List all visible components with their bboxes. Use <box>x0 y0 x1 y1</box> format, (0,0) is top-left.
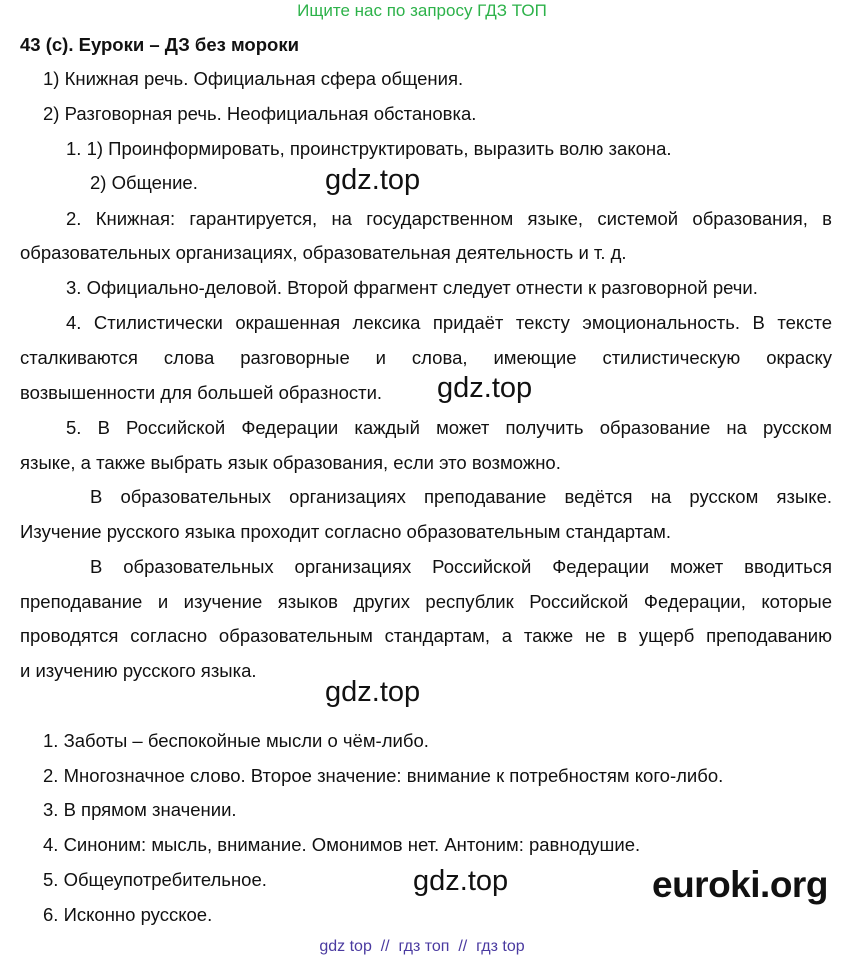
answer-line: возвышенности для большей образности. <box>20 382 383 403</box>
answer-line: проводятся согласно образовательным стандартам, а также не в ущерб преподаванию <box>20 625 832 646</box>
top-banner: Ищите нас по запросу ГДЗ ТОП <box>297 1 547 20</box>
answer-line: В образовательных организациях преподавание ведётся на русском языке. <box>90 486 832 507</box>
answer-line: 2. Книжная: гарантируется, на государственном языке, системой образования, в <box>66 208 832 229</box>
answer-line: и изучению русского языка. <box>20 660 257 681</box>
footer-link-gdz-top-ru[interactable]: гдз топ <box>398 938 450 955</box>
answer-line: 6. Исконно русское. <box>43 904 213 925</box>
logo-part-domain: org <box>769 864 828 905</box>
answer-line: образовательных организациях, образовательная деятельность и т. д. <box>20 242 627 263</box>
footer-link-gdz-top-mixed[interactable]: гдз top <box>476 938 525 955</box>
answer-line: Изучение русского языка проходит согласно образовательным стандартам. <box>20 521 672 542</box>
answer-line: 2. Многозначное слово. Второе значение: внимание к потребностям кого-либо. <box>43 765 724 786</box>
answer-line: 5. Общеупотребительное. <box>43 869 267 890</box>
watermark-text: gdz.top <box>437 372 533 404</box>
euroki-logo <box>652 864 828 906</box>
logo-dot: . <box>760 864 770 905</box>
watermark-text: gdz.top <box>325 676 421 708</box>
answer-line: 4. Синоним: мысль, внимание. Омонимов нет. Антоним: равнодушие. <box>43 834 641 855</box>
footer-links <box>0 938 844 956</box>
answer-line: 4. Стилистически окрашенная лексика придаёт тексту эмоциональность. В тексте <box>66 312 832 333</box>
answer-line: В образовательных организациях Российской Федерации может вводиться <box>90 556 832 577</box>
answer-line: 5. В Российской Федерации каждый может получить образование на русском <box>66 417 832 438</box>
answer-line: 2) Разговорная речь. Неофициальная обстановка. <box>43 103 477 124</box>
answer-line: 1. 1) Проинформировать, проинструктировать, выразить волю закона. <box>66 138 672 159</box>
answer-line: 1. Заботы – беспокойные мысли о чём-либо. <box>43 730 429 751</box>
answer-line: сталкиваются слова разговорные и слова, имеющие стилистическую окраску <box>20 347 832 368</box>
footer-link-gdz-top[interactable]: gdz top <box>319 938 372 955</box>
answer-line: 2) Общение. <box>90 172 198 193</box>
watermark-text: gdz.top <box>325 164 421 196</box>
watermark-text: gdz.top <box>413 865 509 897</box>
answer-line: 1) Книжная речь. Официальная сфера общения. <box>43 68 464 89</box>
answer-line: 3. В прямом значении. <box>43 799 237 820</box>
footer-separator: // <box>458 938 468 955</box>
answer-line: преподавание и изучение языков других республик Российской Федерации, которые <box>20 591 832 612</box>
answer-line: языке, а также выбрать язык образования, если это возможно. <box>20 452 561 473</box>
answer-line: 3. Официально-деловой. Второй фрагмент следует отнести к разговорной речи. <box>66 277 758 298</box>
page-title: 43 (с). Еуроки – ДЗ без мороки <box>20 34 299 55</box>
footer-separator: // <box>380 938 390 955</box>
logo-part-name: euroki <box>652 864 761 905</box>
